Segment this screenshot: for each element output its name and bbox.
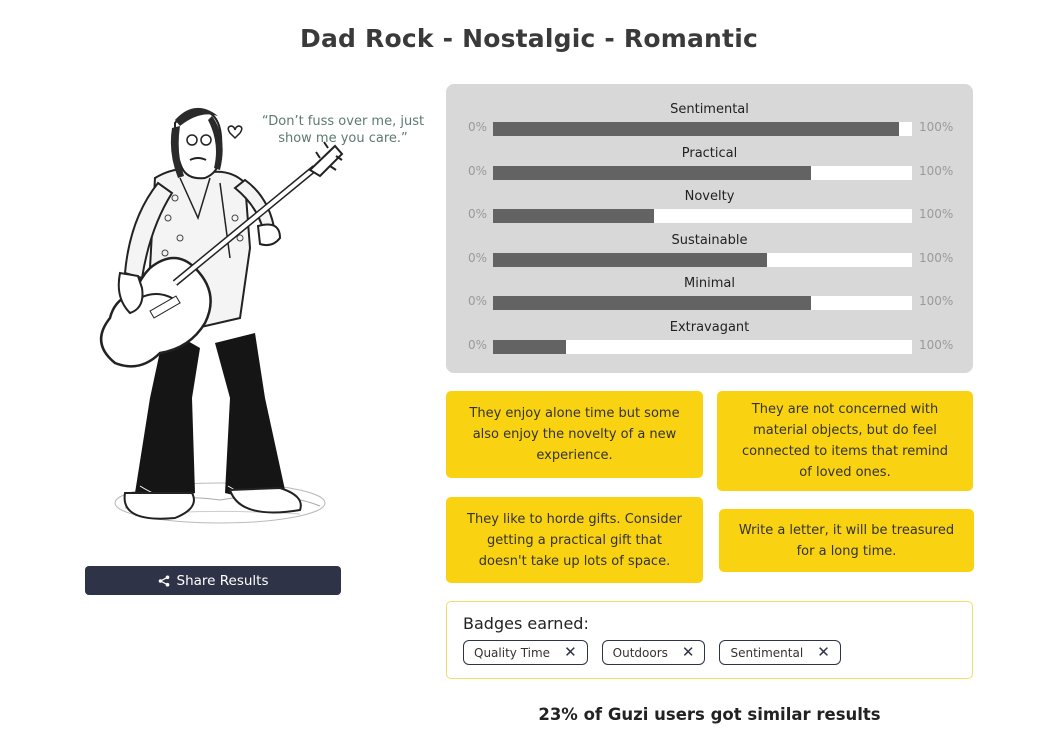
trait-bar-fill [493,209,654,223]
trait-min-label: 0% [468,120,488,134]
shoes [125,488,301,519]
share-results-button[interactable] [85,566,341,595]
quote-text: “Don’t fuss over me, just show me you care.” [261,114,425,146]
trait-max-label: 100% [919,294,954,308]
trait-bar-track [493,209,912,223]
share-icon [158,575,170,587]
close-icon[interactable]: ✕ [681,643,695,661]
heart-icon [228,126,242,138]
trait-min-label: 0% [468,337,488,352]
guitarist-illustration [80,98,435,538]
trait-max-label: 100% [919,250,954,265]
trait-bar-track [493,253,912,267]
trait-bar-fill [493,166,811,180]
trait-bar-track [493,296,912,310]
badges-title: Badges earned: [463,614,589,633]
trait-bars-panel [446,84,973,373]
trait-max-label: 100% [919,120,954,134]
trait-label: Minimal [684,276,735,291]
trait-min-label: 0% [468,250,488,265]
trait-label: Sustainable [671,232,748,248]
trait-label: Practical [681,145,738,161]
badge-quality-time[interactable] [463,640,588,665]
trait-bar-fill [493,296,811,310]
badge-list [463,640,841,665]
head [171,108,223,178]
badge-sentimental[interactable] [719,640,840,665]
badge-outdoors[interactable] [602,640,706,665]
similar-results-text: 23% of Guzi users got similar results [538,705,881,724]
trait-bar-track [493,340,912,354]
trait-label: Novelty [684,189,735,204]
insight-card-write-letter: Write a letter, it will be treasured for a long time. [719,509,974,572]
trait-label: Sentimental [670,102,749,117]
trait-bar-fill [493,253,767,267]
page-title: Dad Rock - Nostalgic - Romantic [300,24,758,53]
trait-bar-fill [493,340,566,354]
trait-bar-track [493,122,912,136]
badge-label: Outdoors [612,645,668,660]
trait-max-label: 100% [919,163,954,178]
trait-bar-fill [493,122,899,136]
trait-min-label: 0% [468,163,488,178]
trait-label: Extravagant [669,319,750,335]
close-icon[interactable]: ✕ [817,643,830,661]
share-results-label: Share Results [176,572,269,589]
badge-label: Quality Time [474,645,551,660]
trait-max-label: 100% [919,207,954,221]
badges-panel [446,601,973,679]
insight-card-horde-gifts: They like to horde gifts. Consider getting a practical gift that doesn't take up lots of space. [446,497,703,583]
insight-card-alone-time: They enjoy alone time but some also enjoy the novelty of a new experience. [446,391,703,478]
close-icon[interactable]: ✕ [564,643,577,661]
fretting-hand [258,225,280,246]
badge-label: Sentimental [730,645,804,660]
trait-bar-track [493,166,912,180]
insight-card-material-objects: They are not concerned with material objects, but do feel connected to items that remind of loved ones. [717,391,973,491]
trait-min-label: 0% [468,207,488,221]
trait-max-label: 100% [919,337,954,352]
trait-min-label: 0% [468,294,488,308]
